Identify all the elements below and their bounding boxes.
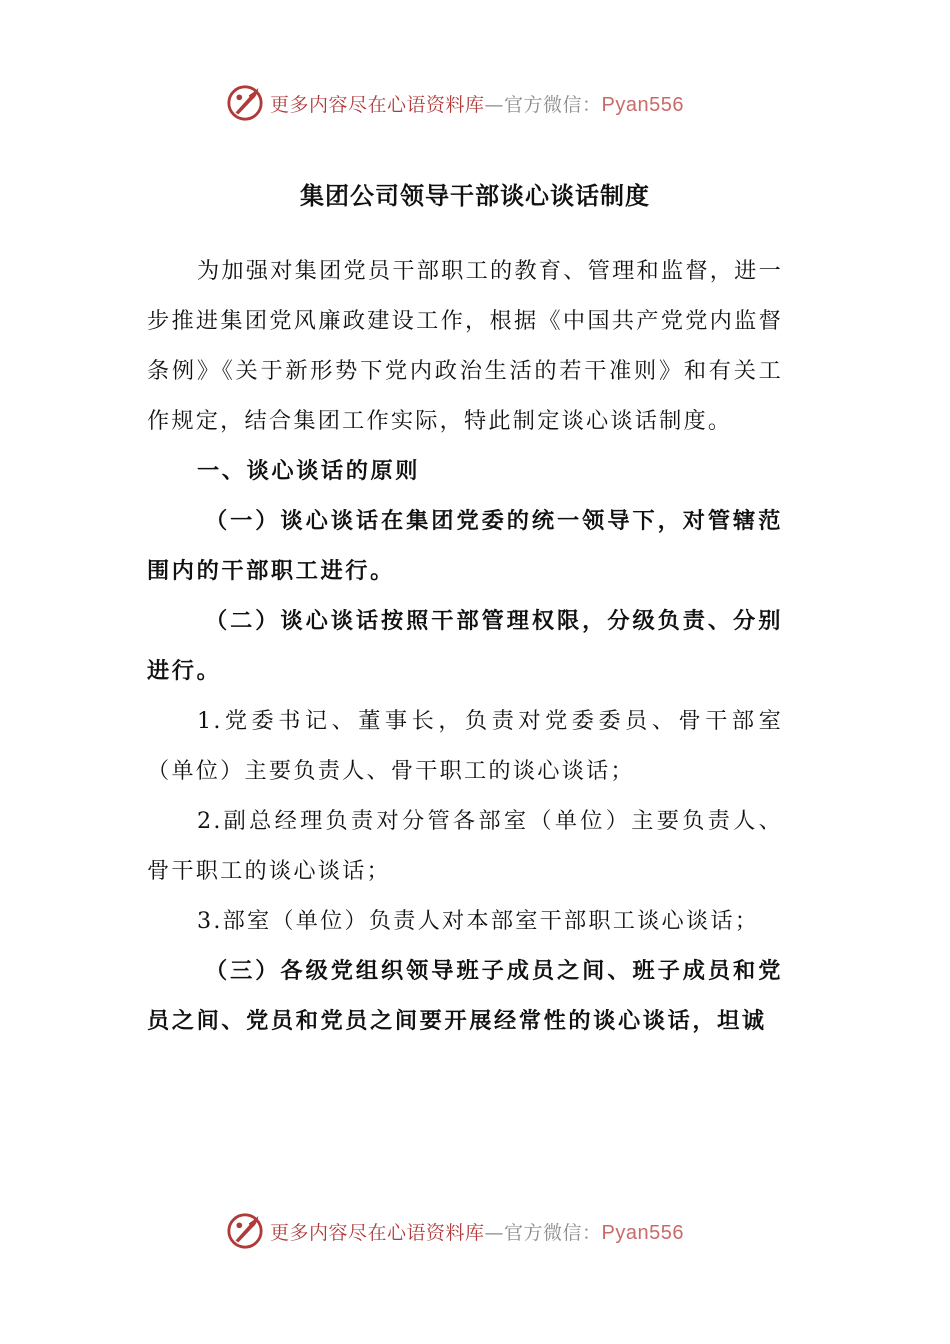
banner-main-text: 更多内容尽在心语资料库 [270,1221,485,1244]
quill-pen-logo-icon [226,84,264,122]
banner-text [270,1218,684,1245]
principle-item-3: （三）各级党组织领导班子成员之间、班子成员和党员之间、党员和党员之间要开展经常性的谈心谈话，坦诚 [147,958,783,1034]
section-heading: 一、谈心谈话的原则 [197,458,421,484]
principle-item-2: （二）谈心谈话按照干部管理权限，分级负责、分别进行。 [147,608,783,684]
banner-wechat-label: 官方微信： [504,93,602,116]
quill-pen-logo-icon [226,1212,264,1250]
document-body [147,246,783,1046]
document-title: 集团公司领导干部谈心谈话制度 [300,182,650,210]
banner-wechat-id: Pyan556 [601,93,684,116]
sub-item-2: 2.副总经理负责对分管各部室（单位）主要负责人、骨干职工的谈心谈话； [147,808,783,884]
sub-item-3: 3.部室（单位）负责人对本部室干部职工谈心谈话； [197,908,760,934]
principle-item-1: （一）谈心谈话在集团党委的统一领导下，对管辖范围内的干部职工进行。 [147,508,783,584]
banner-wechat-label: 官方微信： [504,1221,602,1244]
banner-dash: — [484,93,505,116]
intro-paragraph: 为加强对集团党员干部职工的教育、管理和监督，进一步推进集团党风廉政建设工作，根据《中国共产党党内监督条例》《关于新形势下党内政治生活的若干准则》和有关工作规定，结合集团工作实际，特此制定谈心谈话制度。 [147,258,783,434]
banner-main-text: 更多内容尽在心语资料库 [270,93,485,116]
watermark-banner-top [0,80,950,126]
banner-wechat-id: Pyan556 [601,1221,684,1244]
watermark-banner-bottom [0,1208,950,1254]
sub-item-1: 1.党委书记、董事长，负责对党委委员、骨干部室（单位）主要负责人、骨干职工的谈心谈话； [147,708,783,784]
banner-dash: — [484,1221,505,1244]
banner-text [270,90,684,117]
